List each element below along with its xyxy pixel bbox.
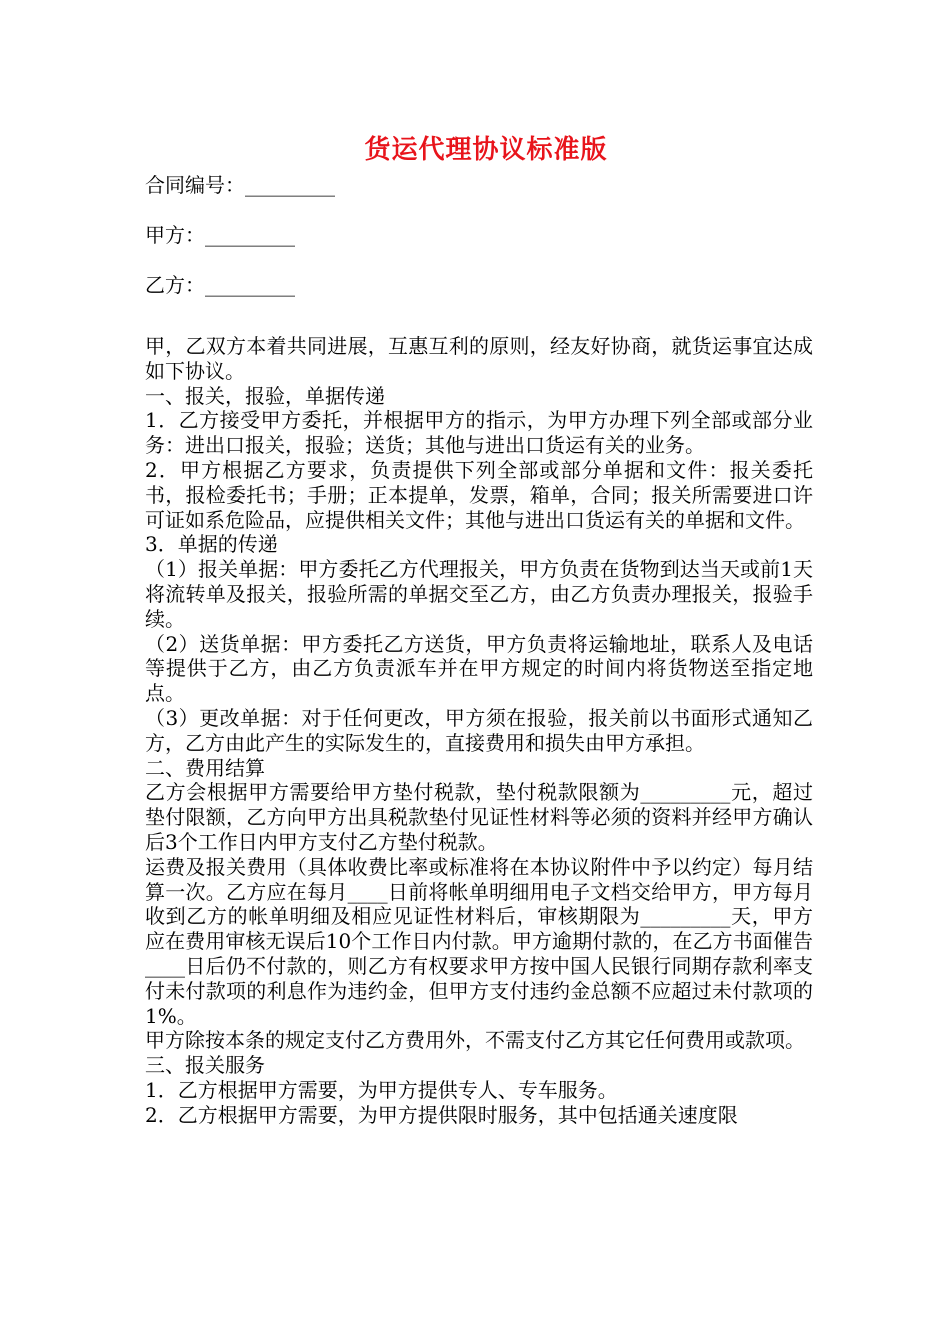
clause-paragraph: 1．乙方根据甲方需要，为甲方提供专人、专车服务。: [145, 1077, 618, 1102]
clause-paragraph: 运费及报关费用（具体收费比率或标准将在本协议附件中予以约定）每月结算一次。乙方应在每月____日前将帐单明细用电子文档交给甲方，甲方每月收到乙方的帐单明细及相应见证性材料后，审核期限为_________天，甲方应在费用审核无误后10个工作日内付款。甲方逾期付款的，在乙方书面催告____日后仍不付款的，则乙方有权要求甲方按中国人民银行同期存款利率支付未付款项的利息作为违约金，但甲方支付违约金总额不应超过未付款项的1%。: [145, 854, 813, 1028]
section-heading: 一、报关，报验，单据传递: [145, 383, 385, 408]
header-fields: [145, 172, 813, 298]
clause-paragraph: （2）送货单据：甲方委托乙方送货，甲方负责将运输地址，联系人及电话等提供于乙方，由乙方负责派车并在甲方规定的时间内将货物送至指定地点。: [145, 631, 813, 706]
party-a-blank: _________: [205, 223, 295, 247]
party-b-label: 乙方：: [145, 273, 205, 297]
clause-paragraph: （1）报关单据：甲方委托乙方代理报关，甲方负责在货物到达当天或前1天将流转单及报关，报验所需的单据交至乙方，由乙方负责办理报关，报验手续。: [145, 557, 813, 631]
clause-paragraph: 1．乙方接受甲方委托，并根据甲方的指示，为甲方办理下列全部或部分业务：进出口报关，报验；送货；其他与进出口货运有关的业务。: [145, 408, 813, 458]
party-b-field: [145, 272, 813, 298]
clause-paragraph: 2．甲方根据乙方要求，负责提供下列全部或部分单据和文件：报关委托书，报检委托书；手册；正本提单，发票，箱单，合同；报关所需要进口许可证如系危险品，应提供相关文件；其他与进出口货运有关的单据和文件。: [145, 457, 813, 532]
clause-heading: 3．单据的传递: [145, 532, 278, 557]
contract-number-field: [145, 172, 813, 198]
clause-paragraph: 2．乙方根据甲方需要，为甲方提供限时服务，其中包括通关速度限: [145, 1102, 738, 1127]
contract-number-label: 合同编号：: [145, 173, 245, 197]
document-title: 货运代理协议标准版: [364, 135, 608, 165]
contract-number-blank: _________: [245, 173, 335, 197]
party-a-field: [145, 222, 813, 248]
party-b-blank: _________: [205, 273, 295, 297]
section-heading: 三、报关服务: [145, 1053, 265, 1078]
clause-paragraph: （3）更改单据：对于任何更改，甲方须在报验，报关前以书面形式通知乙方，乙方由此产生的实际发生的，直接费用和损失由甲方承担。: [145, 705, 813, 755]
clause-paragraph: 甲方除按本条的规定支付乙方费用外，不需支付乙方其它任何费用或款项。: [145, 1028, 805, 1053]
party-a-label: 甲方：: [145, 223, 205, 247]
clause-paragraph: 乙方会根据甲方需要给甲方垫付税款，垫付税款限额为_________元，超过垫付限额，乙方向甲方出具税款垫付见证性材料等必须的资料并经甲方确认后3个工作日内甲方支付乙方垫付税款。: [145, 780, 813, 854]
document-body: [145, 334, 813, 1128]
section-heading: 二、费用结算: [145, 755, 265, 780]
document-page: [145, 128, 813, 1128]
intro-paragraph: 甲，乙双方本着共同进展，互惠互利的原则，经友好协商，就货运事宜达成如下协议。: [145, 334, 813, 383]
